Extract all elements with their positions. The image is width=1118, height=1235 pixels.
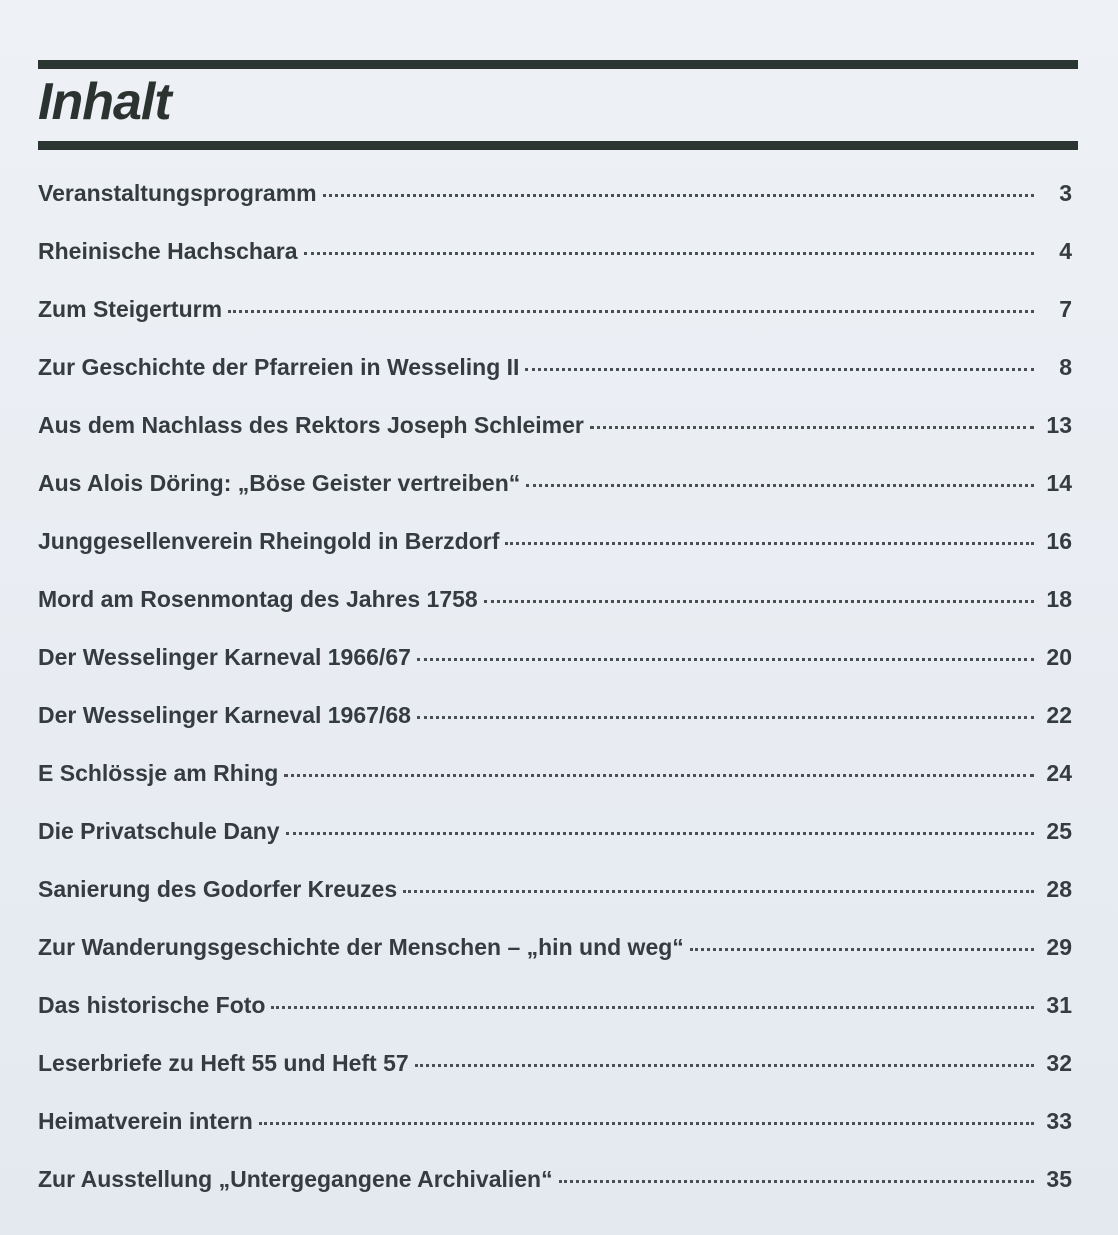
toc-entry-title: Die Privatschule Dany	[38, 818, 280, 844]
toc-entry-page: 29	[1046, 934, 1072, 960]
toc-entry-page: 20	[1046, 644, 1072, 670]
toc-entry	[38, 354, 1072, 412]
toc-entry-title: E Schlössje am Rhing	[38, 760, 279, 786]
toc-entry-page: 3	[1059, 180, 1072, 206]
toc-entry	[38, 876, 1072, 934]
toc-entry-title: Heimatverein intern	[38, 1108, 253, 1134]
toc-entry-page: 24	[1046, 760, 1072, 786]
dot-leader	[228, 310, 1034, 313]
toc-entry-title: Aus Alois Döring: „Böse Geister vertreiben“	[38, 470, 521, 496]
table-of-contents	[38, 180, 1072, 1224]
toc-entry	[38, 818, 1072, 876]
dot-leader	[304, 252, 1034, 255]
dot-leader	[286, 832, 1034, 835]
toc-entry-title: Sanierung des Godorfer Kreuzes	[38, 876, 398, 902]
toc-entry-title: Zur Wanderungsgeschichte der Menschen – „hin und weg“	[38, 934, 684, 960]
toc-entry-page: 33	[1046, 1108, 1072, 1134]
toc-entry-page: 16	[1046, 528, 1072, 554]
dot-leader	[484, 600, 1034, 603]
toc-entry	[38, 296, 1072, 354]
dot-leader	[259, 1122, 1034, 1125]
page-title: Inhalt	[38, 73, 171, 131]
dot-leader	[525, 368, 1034, 371]
dot-leader	[505, 542, 1034, 545]
toc-entry	[38, 934, 1072, 992]
toc-entry	[38, 644, 1072, 702]
dot-leader	[526, 484, 1034, 487]
contents-page	[38, 60, 1080, 1224]
dot-leader	[590, 426, 1034, 429]
top-rule	[38, 60, 1078, 69]
toc-entry-title: Zur Ausstellung „Untergegangene Archivalien“	[38, 1166, 553, 1192]
toc-entry-title: Leserbriefe zu Heft 55 und Heft 57	[38, 1050, 409, 1076]
toc-entry-page: 18	[1046, 586, 1072, 612]
toc-entry	[38, 1108, 1072, 1166]
toc-entry-title: Aus dem Nachlass des Rektors Joseph Schleimer	[38, 412, 584, 438]
toc-entry	[38, 760, 1072, 818]
dot-leader	[323, 194, 1034, 197]
toc-entry	[38, 180, 1072, 238]
dot-leader	[403, 890, 1034, 893]
dot-leader	[271, 1006, 1034, 1009]
toc-entry-title: Zum Steigerturm	[38, 296, 223, 322]
toc-entry-page: 31	[1046, 992, 1072, 1018]
toc-entry-page: 4	[1059, 238, 1072, 264]
toc-entry-page: 22	[1046, 702, 1072, 728]
toc-entry-page: 25	[1046, 818, 1072, 844]
toc-entry-title: Der Wesselinger Karneval 1966/67	[38, 644, 411, 670]
toc-entry-title: Veranstaltungsprogramm	[38, 180, 317, 206]
toc-entry-page: 8	[1059, 354, 1072, 380]
toc-entry-title: Junggesellenverein Rheingold in Berzdorf	[38, 528, 500, 554]
toc-entry-title: Mord am Rosenmontag des Jahres 1758	[38, 586, 478, 612]
toc-entry-page: 14	[1046, 470, 1072, 496]
toc-entry-page: 13	[1046, 412, 1072, 438]
bottom-rule	[38, 141, 1078, 150]
toc-entry	[38, 702, 1072, 760]
dot-leader	[415, 1064, 1034, 1067]
toc-entry	[38, 586, 1072, 644]
dot-leader	[417, 658, 1034, 661]
toc-entry	[38, 470, 1072, 528]
toc-entry	[38, 238, 1072, 296]
toc-entry-title: Zur Geschichte der Pfarreien in Wesseling II	[38, 354, 520, 380]
toc-entry	[38, 412, 1072, 470]
toc-entry-page: 28	[1046, 876, 1072, 902]
toc-entry-title: Rheinische Hachschara	[38, 238, 298, 264]
toc-entry-title: Der Wesselinger Karneval 1967/68	[38, 702, 411, 728]
toc-entry-page: 35	[1046, 1166, 1072, 1192]
toc-entry-title: Das historische Foto	[38, 992, 266, 1018]
dot-leader	[690, 948, 1034, 951]
toc-entry	[38, 992, 1072, 1050]
dot-leader	[284, 774, 1034, 777]
dot-leader	[417, 716, 1034, 719]
toc-entry-page: 32	[1046, 1050, 1072, 1076]
toc-entry	[38, 1166, 1072, 1224]
toc-entry	[38, 528, 1072, 586]
dot-leader	[559, 1180, 1034, 1183]
toc-entry	[38, 1050, 1072, 1108]
toc-entry-page: 7	[1059, 296, 1072, 322]
